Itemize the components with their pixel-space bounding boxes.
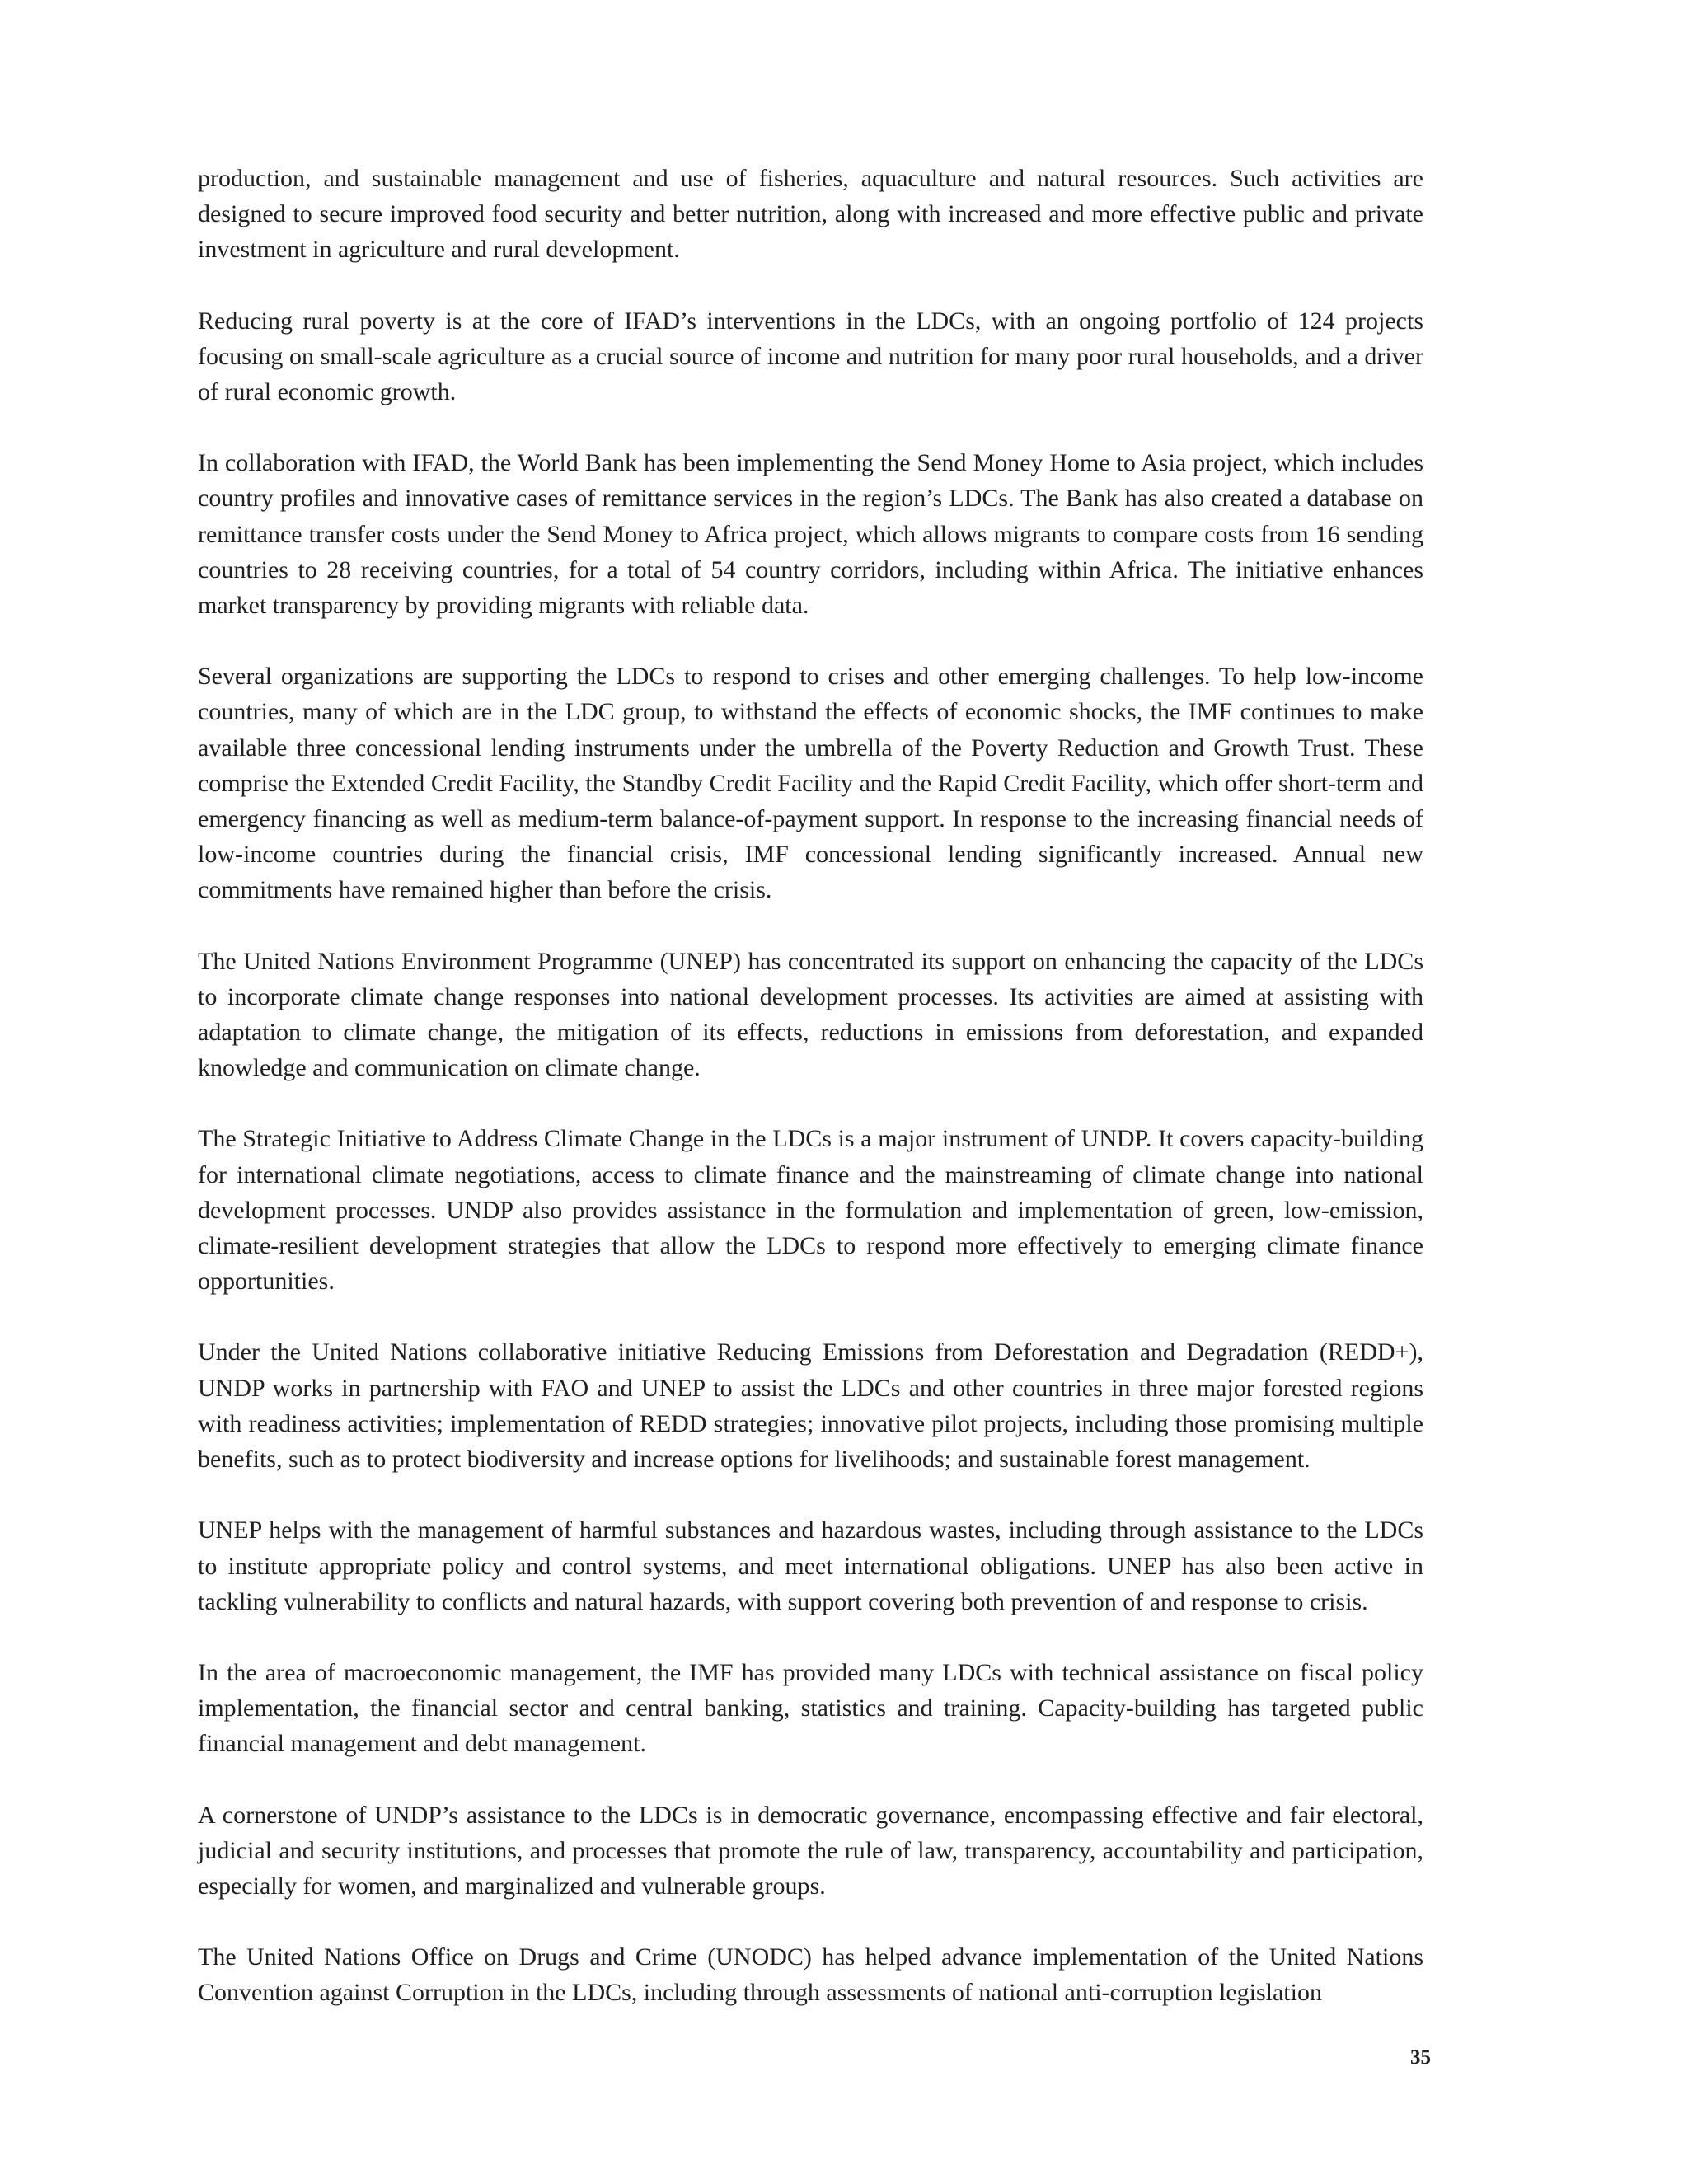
page-number: 35 <box>1410 2046 1431 2069</box>
paragraph-unep-hazardous-wastes: UNEP helps with the management of harmful substances and hazardous wastes, including through assistance to the LDCs to institute appropriate policy and control systems, and meet international obligations. UNEP has also been active in tackling vulnerability to conflicts and natural hazards, with support covering both prevention of and response to crisis. <box>198 1516 1423 1615</box>
paragraph-unep-climate-change: The United Nations Environment Programme (UNEP) has concentrated its support on enhancing the capacity of the LDCs to incorporate climate change responses into national development processes. Its activities are aimed at assisting with adaptation to climate change, the mitigation of its effects, reductions in emissions from deforestation, and expanded knowledge and communication on climate change. <box>198 947 1423 1082</box>
paragraph-imf-crisis-response: Several organizations are supporting the LDCs to respond to crises and other emerging challenges. To help low-income countries, many of which are in the LDC group, to withstand the effects of economic shocks, the IMF continues to make available three concessional lending instruments under the umbrella of the Poverty Reduction and Growth Trust. These comprise the Extended Credit Facility, the Standby Credit Facility and the Rapid Credit Facility, which offer short-term and emergency financing as well as medium-term balance-of-payment support. In response to the increasing financial needs of low-income countries during the financial crisis, IMF concessional lending significantly increased. Annual new commitments have remained higher than before the crisis. <box>198 663 1423 904</box>
paragraph-unodc-corruption: The United Nations Office on Drugs and Crime (UNODC) has helped advance implementation of the United Nations Convention against Corruption in the LDCs, including through assessments of national anti-corruption legislation <box>198 1943 1423 2007</box>
paragraph-redd-plus: Under the United Nations collaborative initiative Reducing Emissions from Deforestation and Degradation (REDD+), UNDP works in partnership with FAO and UNEP to assist the LDCs and other countries in three major forested regions with readiness activities; implementation of REDD strategies; innovative pilot projects, including those promising multiple benefits, such as to protect biodiversity and increase options for livelihoods; and sustainable forest management. <box>198 1338 1423 1474</box>
paragraph-fisheries-food-security: production, and sustainable management and use of fisheries, aquaculture and natural resources. Such activities are designed to secure improved food security and better nutrition, along with increased and more effective public and private investment in agriculture and rural development. <box>198 165 1423 264</box>
paragraph-world-bank-remittances: In collaboration with IFAD, the World Bank has been implementing the Send Money Home to Asia project, which includes country profiles and innovative cases of remittance services in the region’s LDCs. The Bank has also created a database on remittance transfer costs under the Send Money to Africa project, which allows migrants to compare costs from 16 sending countries to 28 receiving countries, for a total of 54 country corridors, including within Africa. The initiative enhances market transparency by providing migrants with reliable data. <box>198 449 1423 620</box>
paragraph-ifad-rural-poverty: Reducing rural poverty is at the core of IFAD’s interventions in the LDCs, with an ongoing portfolio of 124 projects focusing on small-scale agriculture as a crucial source of income and nutrition for many poor rural households, and a driver of rural economic growth. <box>198 307 1423 406</box>
paragraph-imf-macroeconomic: In the area of macroeconomic management, the IMF has provided many LDCs with technical assistance on fiscal policy implementation, the financial sector and central banking, statistics and training. Capacity-building has targeted public financial management and debt management. <box>198 1658 1423 1758</box>
paragraph-undp-governance: A cornerstone of UNDP’s assistance to the LDCs is in democratic governance, encompassing effective and fair electoral, judicial and security institutions, and processes that promote the rule of law, transparency, accountability and participation, especially for women, and marginalized and vulnerable groups. <box>198 1801 1423 1900</box>
paragraph-undp-strategic-initiative: The Strategic Initiative to Address Climate Change in the LDCs is a major instrument of UNDP. It covers capacity-building for international climate negotiations, access to climate finance and the mainstreaming of climate change into national development processes. UNDP also provides assistance in the formulation and implementation of green, low-emission, climate-resilient development strategies that allow the LDCs to respond more effectively to emerging climate finance opportunities. <box>198 1125 1423 1296</box>
body-text <box>198 161 1423 2046</box>
